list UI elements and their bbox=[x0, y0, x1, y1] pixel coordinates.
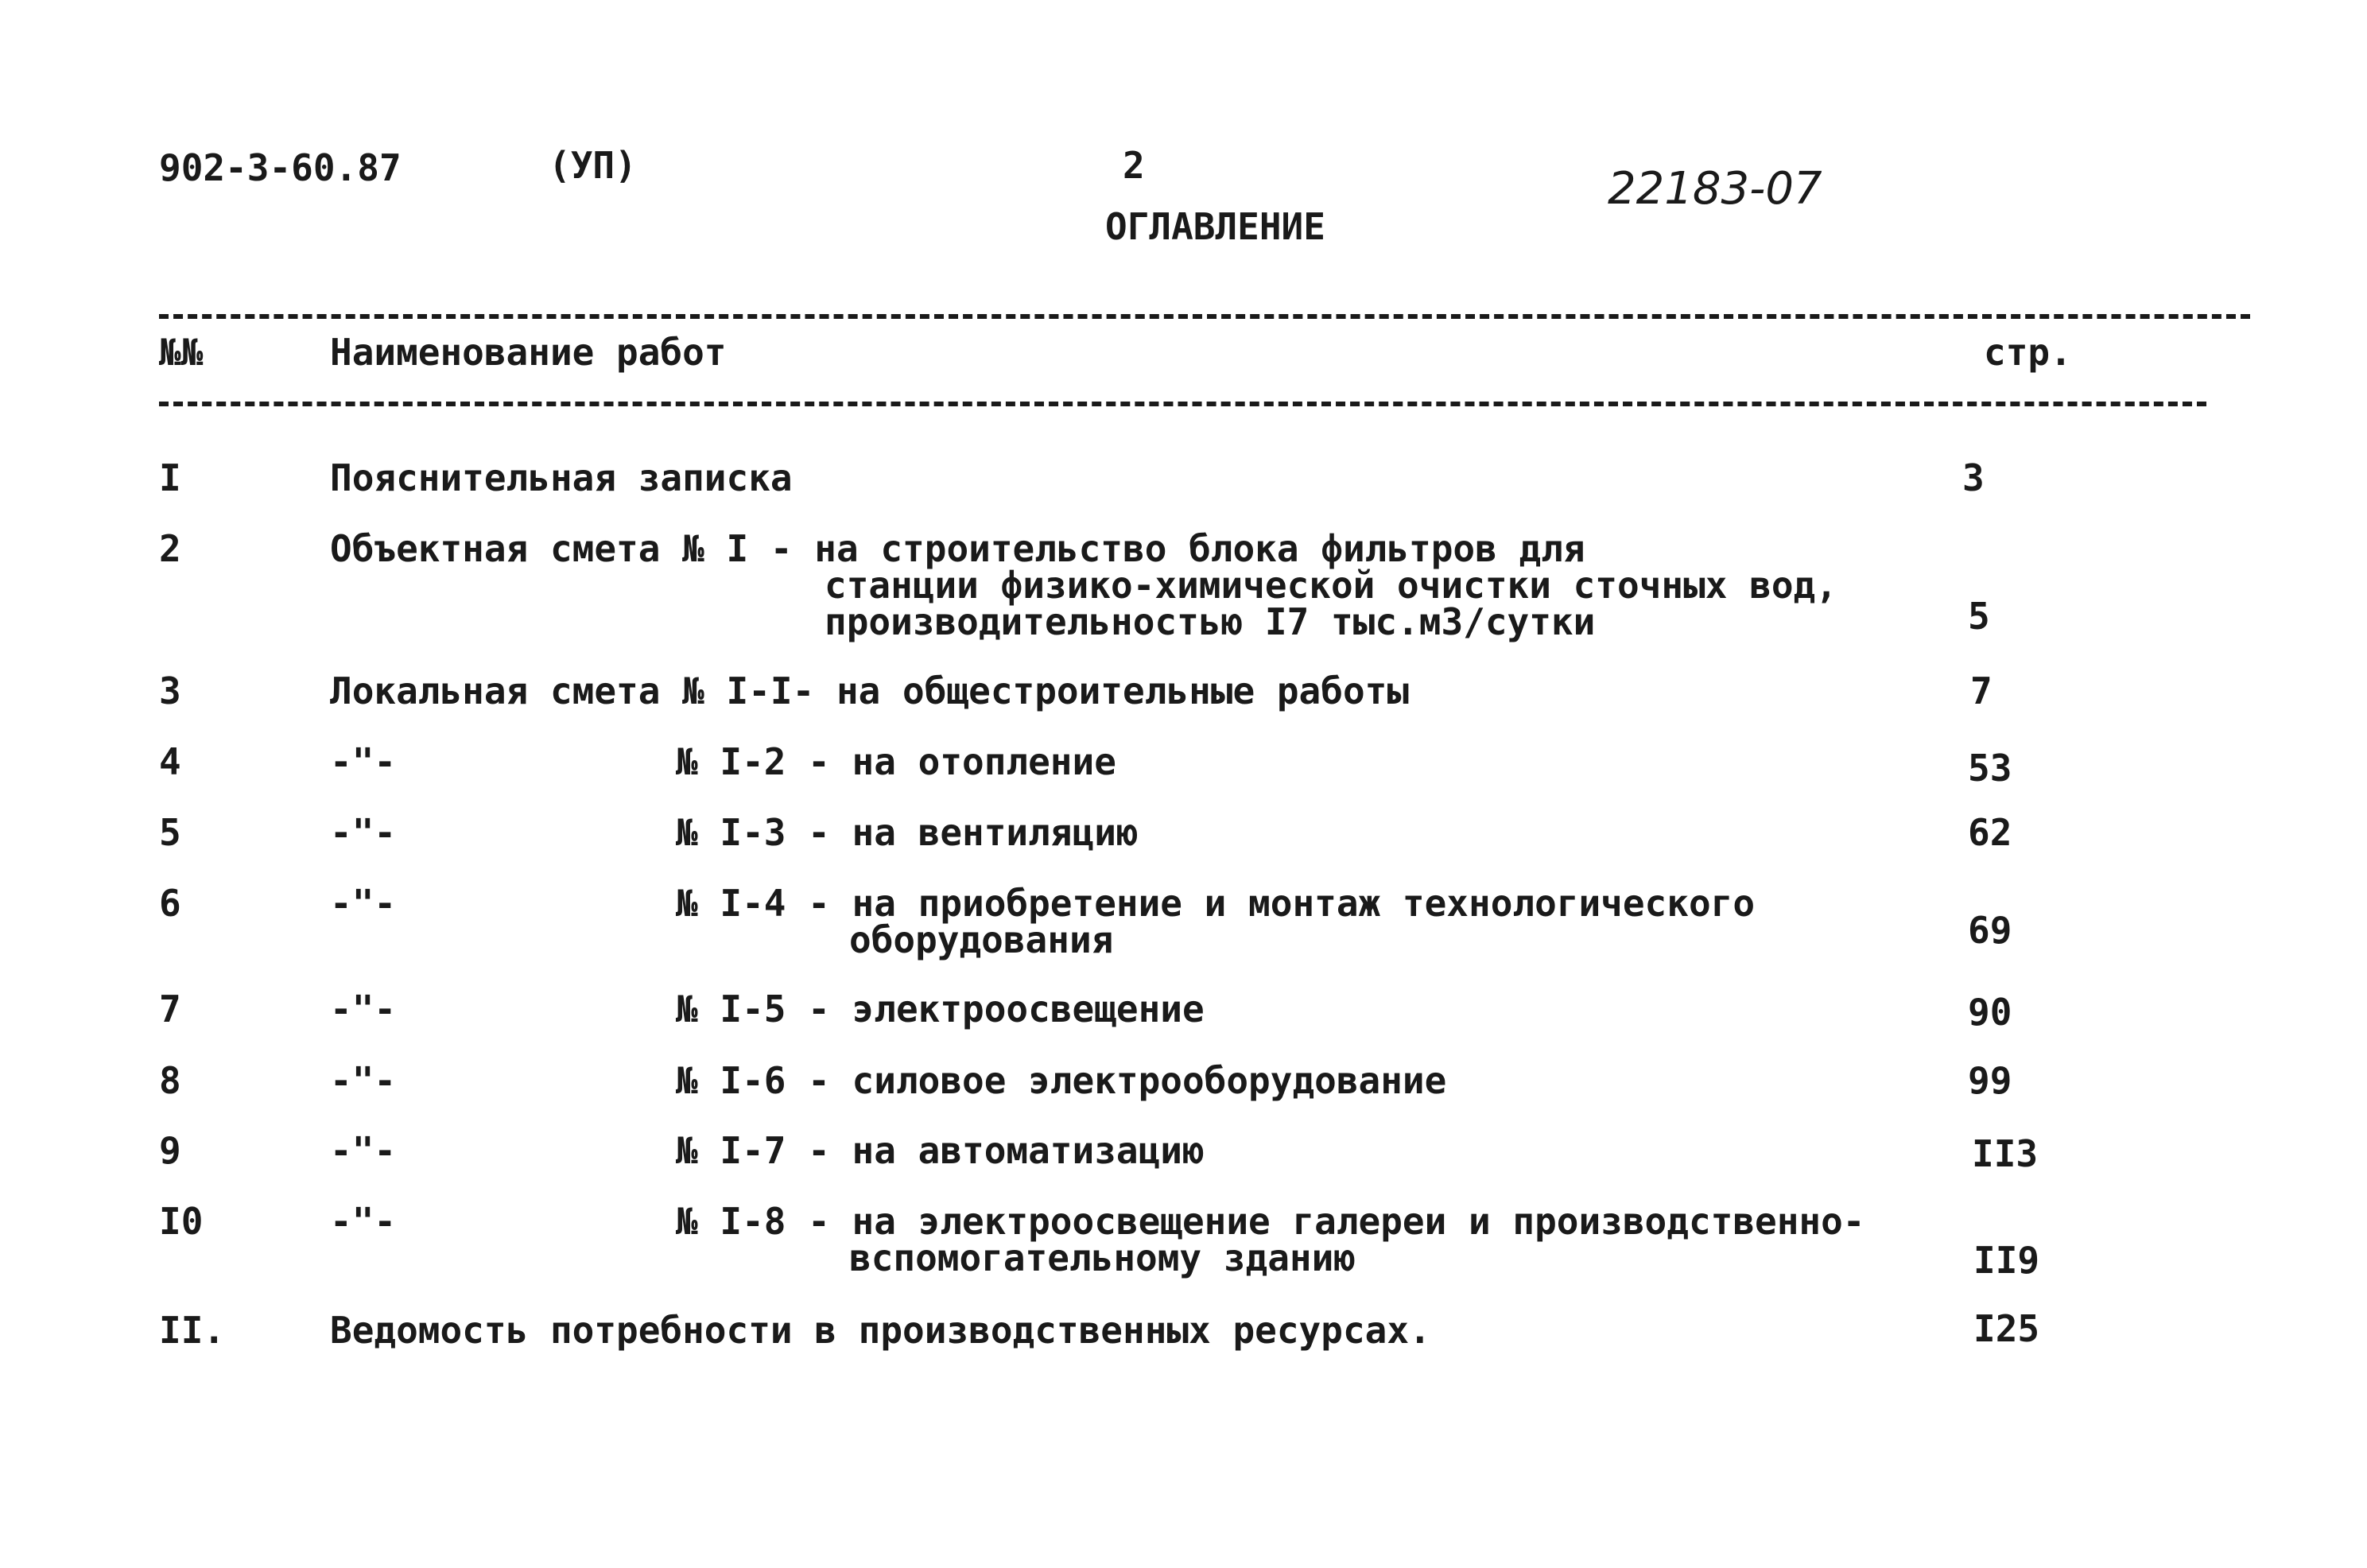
row-ditto: -"- bbox=[330, 1059, 397, 1102]
row-number: 9 bbox=[159, 1129, 181, 1172]
row-reference: № I-5 - электроосвещение bbox=[676, 988, 1205, 1030]
row-page: 5 bbox=[1968, 595, 1990, 638]
row-reference-line: вспомогательному зданию bbox=[849, 1236, 1356, 1279]
row-reference bbox=[676, 1200, 1865, 1279]
row-ditto: -"- bbox=[330, 1200, 397, 1243]
row-page: 7 bbox=[1970, 670, 1993, 712]
row-number: 2 bbox=[159, 527, 181, 570]
row-ditto: -"- bbox=[330, 740, 397, 783]
row-reference-line: № I-4 - на приобретение и монтаж технологического bbox=[676, 882, 1756, 925]
row-ditto: -"- bbox=[330, 882, 397, 925]
row-number: I bbox=[159, 456, 181, 499]
row-name: Пояснительная записка bbox=[330, 456, 793, 499]
row-reference: № I-6 - силовое электрооборудование bbox=[676, 1059, 1447, 1102]
page-title: ОГЛАВЛЕНИЕ bbox=[1105, 205, 1325, 248]
document-type: (УП) bbox=[549, 144, 637, 187]
row-page: I25 bbox=[1973, 1307, 2040, 1350]
row-page: II9 bbox=[1973, 1239, 2040, 1282]
row-name: Локальная смета № I-I- на общестроительные работы bbox=[330, 670, 1410, 712]
page-number: 2 bbox=[1123, 144, 1145, 187]
row-page: 3 bbox=[1962, 456, 1985, 499]
row-page: 62 bbox=[1968, 811, 2012, 854]
row-ditto: -"- bbox=[330, 1129, 397, 1172]
row-name-line: станции физико-химической очистки сточных вод, bbox=[825, 564, 1837, 607]
row-number: 6 bbox=[159, 882, 181, 925]
table-top-rule bbox=[159, 314, 2250, 319]
row-number: 5 bbox=[159, 811, 181, 854]
row-number: 8 bbox=[159, 1059, 181, 1102]
row-reference-line: № I-8 - на электроосвещение галереи и производственно- bbox=[676, 1200, 1865, 1243]
row-page: 69 bbox=[1968, 909, 2012, 952]
row-ditto: -"- bbox=[330, 811, 397, 854]
column-header-name: Наименование работ bbox=[330, 331, 727, 374]
row-reference-line: оборудования bbox=[849, 918, 1114, 961]
row-page: II3 bbox=[1972, 1132, 2039, 1175]
row-number: 7 bbox=[159, 988, 181, 1030]
row-page: 90 bbox=[1968, 991, 2012, 1034]
row-name bbox=[330, 527, 1837, 643]
row-name: Ведомость потребности в производственных ресурсах. bbox=[330, 1309, 1431, 1352]
row-number: I0 bbox=[159, 1200, 204, 1243]
table-header-rule bbox=[159, 402, 2206, 406]
row-page: 99 bbox=[1968, 1059, 2012, 1102]
row-number: II. bbox=[159, 1309, 226, 1352]
row-reference: № I-3 - на вентиляцию bbox=[676, 811, 1139, 854]
row-number: 3 bbox=[159, 670, 181, 712]
row-reference: № I-7 - на автоматизацию bbox=[676, 1129, 1205, 1172]
row-reference: № I-2 - на отопление bbox=[676, 740, 1116, 783]
row-reference bbox=[676, 882, 1756, 961]
column-header-page: стр. bbox=[1984, 331, 2072, 374]
row-name-line: Объектная смета № I - на строительство блока фильтров для bbox=[330, 527, 1585, 570]
row-name-line: производительностью I7 тыс.м3/сутки bbox=[825, 600, 1596, 643]
document-code: 902-3-60.87 bbox=[159, 146, 402, 189]
row-ditto: -"- bbox=[330, 988, 397, 1030]
column-header-number: №№ bbox=[159, 331, 204, 374]
row-page: 53 bbox=[1968, 747, 2012, 790]
inventory-number: 22183-07 bbox=[1608, 163, 1822, 215]
row-number: 4 bbox=[159, 740, 181, 783]
